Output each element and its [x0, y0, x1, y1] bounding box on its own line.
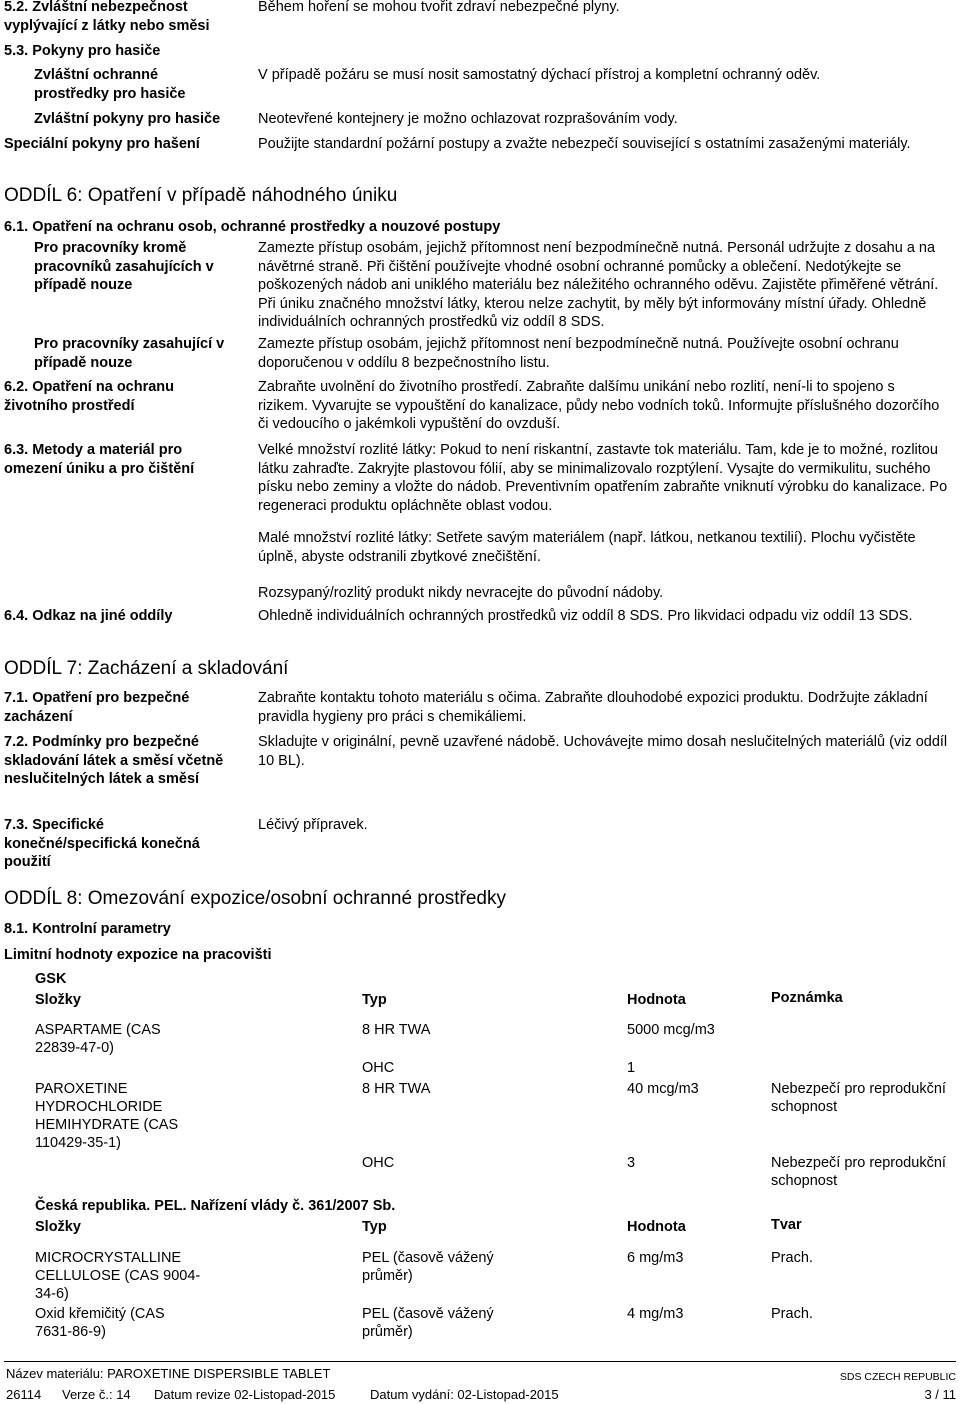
label-pracovnici-krome: Pro pracovníky kromě pracovníků zasahujících v případě nouze	[34, 240, 214, 293]
gsk-header-slozky: Složky	[35, 992, 81, 1008]
text-7-3: Léčivý přípravek.	[258, 817, 368, 833]
cz-type: PEL (časově vážený průměr)	[362, 1306, 494, 1340]
text-6-3-velke: Velké množství rozlité látky: Pokud to není riskantní, zastavte tok materiálu. Tam, kde je to možné, rozlitou látku zahraďte. Zakryjte plastovou fólií, aby se minimalizovalo rozptýlení. Vysajte do vermikulitu, suchého písku nebo zeminy a vložte do nádob. Preventivním opatřením zabraňte vniknutí výrobku do kanalizace. Po regeneraci produktu opláchněte oblast vodou.	[258, 442, 948, 514]
footer-page-number: 3 / 11	[924, 1387, 956, 1402]
label-specialni-pokyny: Speciální pokyny pro hašení	[4, 136, 200, 152]
text-zvlastni-pokyny: Neotevřené kontejnery je možno ochlazovat rozprašováním vody.	[258, 111, 678, 127]
limits-heading: Limitní hodnoty expozice na pracovišti	[4, 947, 272, 963]
heading-7-3: 7.3. Specifické konečné/specifická konečná použití	[4, 817, 200, 870]
text-6-3-rozsypany: Rozsypaný/rozlitý produkt nikdy nevracejte do původní nádoby.	[258, 585, 664, 601]
text-7-1: Zabraňte kontaktu tohoto materiálu s očima. Zabraňte dlouhodobé expozici produktu. Dodržujte základní pravidla hygieny pro práci s chemikáliemi.	[258, 690, 928, 725]
cz-form: Prach.	[771, 1250, 813, 1266]
footer-sds-label: SDS CZECH REPUBLIC	[839, 1371, 956, 1383]
gsk-value: 1	[627, 1060, 636, 1076]
cz-header-hodnota: Hodnota	[627, 1219, 686, 1235]
heading-6-3: 6.3. Metody a materiál pro omezení úniku a pro čištění	[4, 442, 195, 477]
label-zvlastni-pokyny: Zvláštní pokyny pro hasiče	[34, 111, 221, 127]
gsk-value: 40 mcg/m3	[627, 1081, 699, 1097]
heading-5-2: 5.2. Zvláštní nebezpečnost vyplývající z látky nebo směsi	[4, 0, 210, 34]
gsk-component-paroxetine: PAROXETINE HYDROCHLORIDE HEMIHYDRATE (CAS 110429-35-1)	[35, 1081, 179, 1151]
gsk-type: 8 HR TWA	[362, 1081, 431, 1097]
section-7-title: ODDÍL 7: Zacházení a skladování	[4, 658, 289, 679]
gsk-value: 3	[627, 1155, 636, 1171]
heading-5-3: 5.3. Pokyny pro hasiče	[4, 43, 161, 59]
section-8-title: ODDÍL 8: Omezování expozice/osobní ochranné prostředky	[4, 888, 506, 909]
gsk-type: OHC	[362, 1060, 395, 1076]
label-ochranne-prostredky: Zvláštní ochranné prostředky pro hasiče	[34, 67, 186, 102]
gsk-type: OHC	[362, 1155, 395, 1171]
heading-8-1: 8.1. Kontrolní parametry	[4, 921, 171, 937]
section-6-title: ODDÍL 6: Opatření v případě náhodného úniku	[4, 185, 398, 206]
label-pracovnici-zasahujici: Pro pracovníky zasahující v případě nouze	[34, 336, 225, 371]
heading-6-2: 6.2. Opatření na ochranu životního prostředí	[4, 379, 175, 414]
footer-material-name: Název materiálu: PAROXETINE DISPERSIBLE TABLET	[6, 1366, 331, 1381]
gsk-note: Nebezpečí pro reprodukční schopnost	[771, 1081, 946, 1115]
cz-value: 6 mg/m3	[627, 1250, 684, 1266]
text-7-2: Skladujte v originální, pevně uzavřené nádobě. Uchovávejte mimo dosah neslučitelných materiálů (viz oddíl 10 BL).	[258, 734, 948, 769]
gsk-header-typ: Typ	[362, 992, 387, 1008]
text-pracovnici-zasahujici: Zamezte přístup osobám, jejichž přítomnost není bezpodmínečně nutná. Používejte osobní ochranu doporučenou v oddílu 8 bezpečnostního listu.	[258, 336, 899, 371]
footer-doc-id: 26114	[6, 1387, 42, 1402]
gsk-header-poznamka: Poznámka	[771, 990, 843, 1006]
gsk-header-hodnota: Hodnota	[627, 992, 686, 1008]
cz-component-cellulose: MICROCRYSTALLINE CELLULOSE (CAS 9004-34-6)	[35, 1250, 201, 1302]
cz-value: 4 mg/m3	[627, 1306, 684, 1322]
text-pracovnici-krome: Zamezte přístup osobám, jejichž přítomnost není bezpodmínečně nutná. Personál udržujte z dosahu a na návětrné straně. Při čištění používejte vhodné osobní ochranné pomůcky a oblečení. Nedotýkejte se poškozených nádob ani uniklého materiálu bez náležitého ochranného oděvu. Zajistěte přiměřené větrání. Při úniku značného množství látky, kterou nelze zachytit, by měly být informovány místní úřady. Ohledně individuálních ochranných prostředků viz oddíl 8 SDS.	[258, 240, 939, 330]
gsk-component-aspartame: ASPARTAME (CAS 22839-47-0)	[35, 1022, 161, 1056]
gsk-value: 5000 mcg/m3	[627, 1022, 715, 1038]
heading-6-4: 6.4. Odkaz na jiné oddíly	[4, 608, 173, 624]
cz-type: PEL (časově vážený průměr)	[362, 1250, 494, 1284]
text-6-4: Ohledně individuálních ochranných prostředků viz oddíl 8 SDS. Pro likvidaci odpadu viz oddíl 13 SDS.	[258, 608, 913, 624]
text-5-2: Během hoření se mohou tvořit zdraví nebezpečné plyny.	[258, 0, 620, 15]
footer-revision-date: Datum revize 02-Listopad-2015	[154, 1387, 336, 1402]
text-6-3-male: Malé množství rozlité látky: Setřete savým materiálem (např. látkou, netkanou textilií). Plochu vyčistěte úplně, abyste odstranili zbytkové znečištění.	[258, 530, 916, 565]
gsk-note: Nebezpečí pro reprodukční schopnost	[771, 1155, 946, 1189]
text-specialni-pokyny: Použijte standardní požární postupy a zvažte nebezpečí související s ostatními zasaženými materiály.	[258, 136, 911, 152]
cz-header-tvar: Tvar	[771, 1217, 802, 1233]
cz-header-slozky: Složky	[35, 1219, 81, 1235]
heading-6-1: 6.1. Opatření na ochranu osob, ochranné prostředky a nouzové postupy	[4, 219, 501, 235]
cz-header-typ: Typ	[362, 1219, 387, 1235]
footer-rule	[4, 1361, 956, 1362]
cz-component-silica: Oxid křemičitý (CAS 7631-86-9)	[35, 1306, 165, 1340]
cz-form: Prach.	[771, 1306, 813, 1322]
gsk-type: 8 HR TWA	[362, 1022, 431, 1038]
text-6-2: Zabraňte uvolnění do životního prostředí. Zabraňte dalšímu unikání nebo rozlití, není-li to spojeno s rizikem. Vyvarujte se vypouštění do kanalizace, půdy nebo vodních toků. Informujte příslušného dozorčího či vedoucího o jakémkoli vypuštění do ovzduší.	[258, 379, 940, 432]
text-ochranne-prostredky: V případě požáru se musí nosit samostatný dýchací přístroj a kompletní ochranný oděv.	[258, 67, 821, 83]
cz-label: Česká republika. PEL. Nařízení vlády č. 361/2007 Sb.	[35, 1198, 396, 1214]
heading-7-2: 7.2. Podmínky pro bezpečné skladování látek a směsí včetně neslučitelných látek a směsí	[4, 734, 224, 787]
heading-7-1: 7.1. Opatření pro bezpečné zacházení	[4, 690, 190, 725]
footer-issue-date: Datum vydání: 02-Listopad-2015	[370, 1387, 559, 1402]
gsk-label: GSK	[35, 971, 67, 987]
footer-version: Verze č.: 14	[62, 1387, 131, 1402]
